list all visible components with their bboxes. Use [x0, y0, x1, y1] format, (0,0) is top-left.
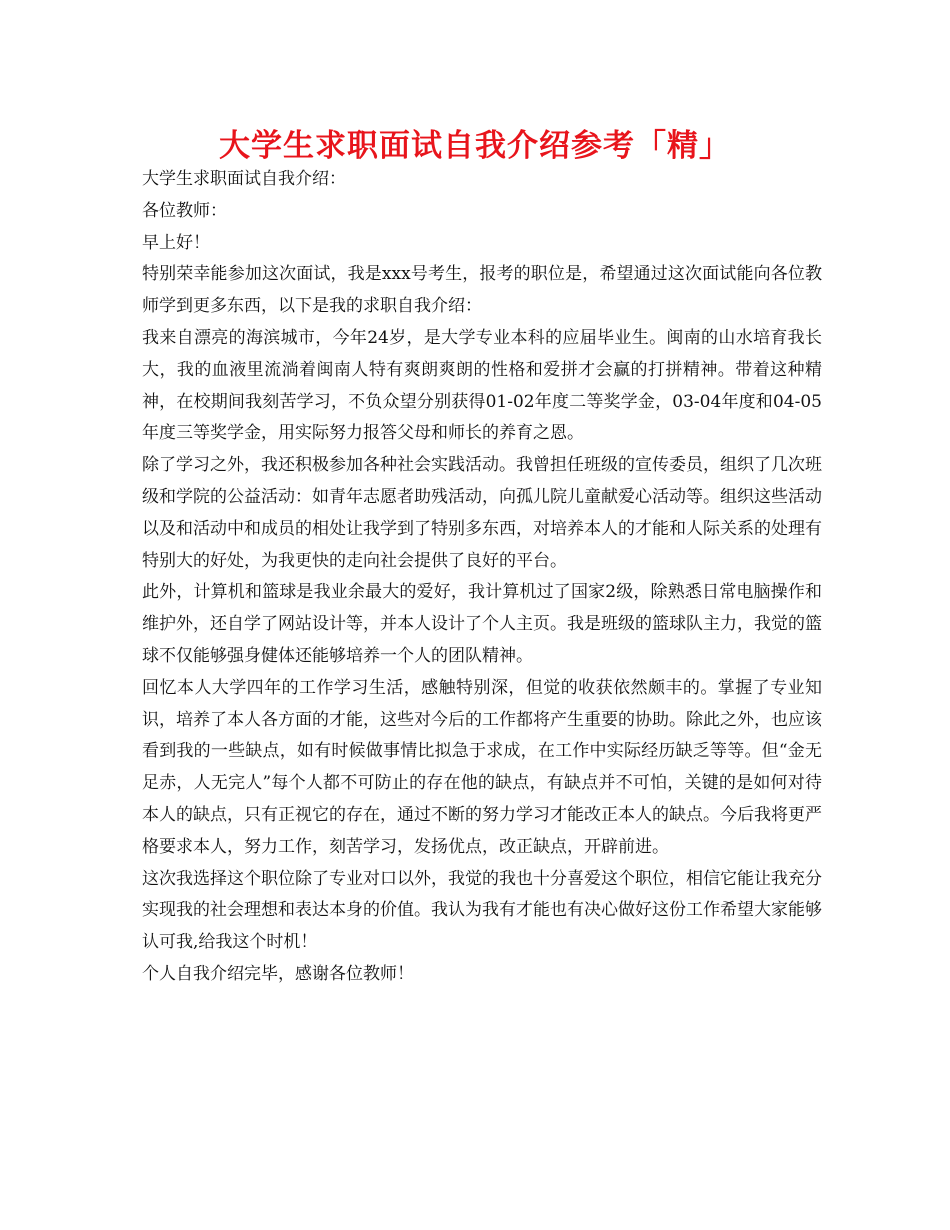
- paragraph-motivation: 这次我选择这个职位除了专业对口以外，我觉的我也十分喜爱这个职位，相信它能让我充分实现我的社会理想和表达本身的价值。我认为我有才能也有决心做好这份工作希望大家能够认可我,给我这个时机！: [142, 868, 822, 953]
- paragraph-closing: 个人自我介绍完毕，感谢各位教师！: [142, 963, 414, 984]
- paragraph-greeting: 早上好！: [142, 232, 210, 253]
- paragraph-intro: 特别荣幸能参加这次面试，我是xxx号考生，报考的职位是，希望通过这次面试能向各位教师学到更多东西，以下是我的求职自我介绍：: [142, 264, 822, 317]
- paragraph-activities: 除了学习之外，我还积极参加各种社会实践活动。我曾担任班级的宣传委员，组织了几次班级和学院的公益活动：如青年志愿者助残活动，向孤儿院儿童献爱心活动等。组织这些活动以及和活动中和成员的相处让我学到了特别多东西，对培养本人的才能和人际关系的处理有特别大的好处，为我更快的走向社会提供了良好的平台。: [142, 455, 822, 571]
- paragraph-reflection: 回忆本人大学四年的工作学习生活，感触特别深，但觉的收获依然颇丰的。掌握了专业知识，培养了本人各方面的才能，这些对今后的工作都将产生重要的协助。除此之外，也应该看到我的一些缺点，如有时候做事情比拟急于求成，在工作中实际经历缺乏等等。但“金无足赤，人无完人”每个人都不可防止的存在他的缺点，有缺点并不可怕，关键的是如何对待本人的缺点，只有正视它的存在，通过不断的努力学习才能改正本人的缺点。今后我将更严格要求本人，努力工作，刻苦学习，发扬优点，改正缺点，开辟前进。: [142, 677, 822, 857]
- paragraph-salutation: 各位教师：: [142, 200, 227, 221]
- paragraph-background: 我来自漂亮的海滨城市，今年24岁，是大学专业本科的应届毕业生。闽南的山水培育我长大，我的血液里流淌着闽南人特有爽朗爽朗的性格和爱拼才会赢的打拼精神。带着这种精神，在校期间我刻苦学习，不负众望分别获得01-02年度二等奖学金，03-04年度和04-05年度三等奖学金，用实际努力报答父母和师长的养育之恩。: [142, 327, 822, 444]
- document-title: 大学生求职面试自我介绍参考「精」: [219, 128, 731, 164]
- document-body: [142, 164, 822, 991]
- paragraph-heading: 大学生求职面试自我介绍：: [142, 169, 346, 189]
- paragraph-hobbies: 此外，计算机和篮球是我业余最大的爱好，我计算机过了国家2级，除熟悉日常电脑操作和维护外，还自学了网站设计等，并本人设计了个人主页。我是班级的篮球队主力，我觉的篮球不仅能够强身健体还能够培养一个人的团队精神。: [142, 582, 822, 666]
